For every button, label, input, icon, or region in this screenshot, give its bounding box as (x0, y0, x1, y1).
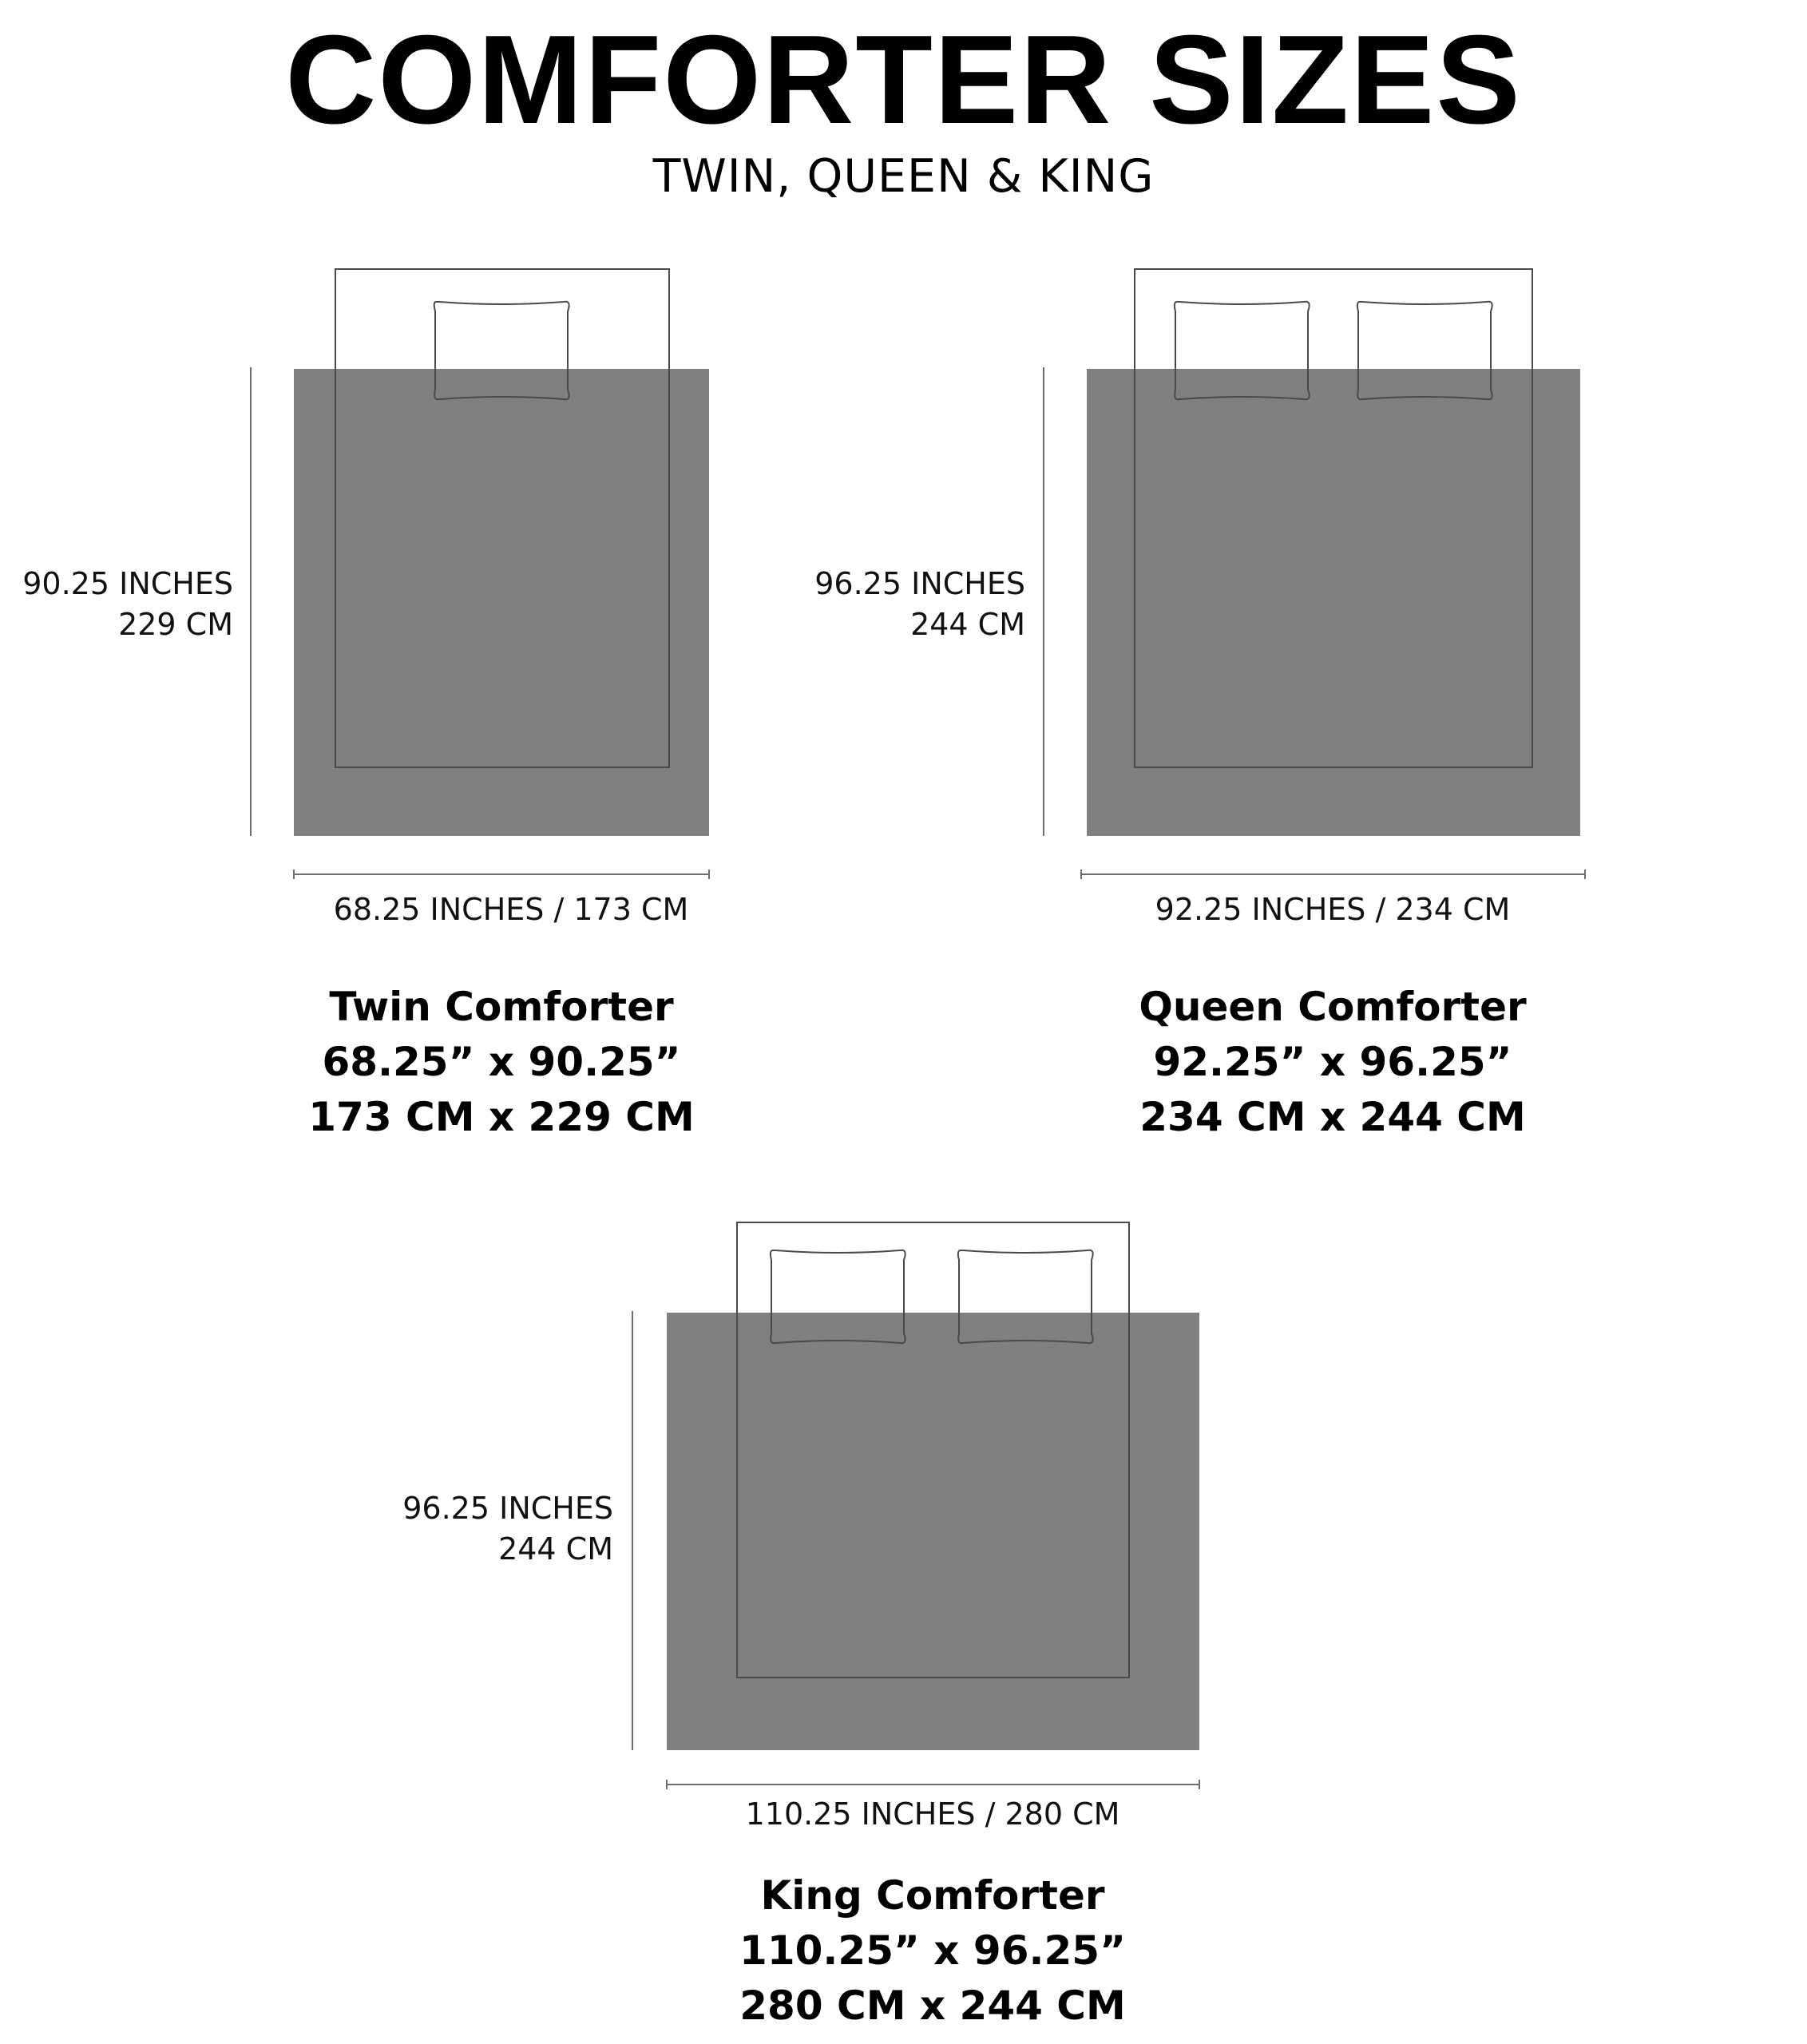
queen-width-label: 92.25 INCHES / 234 CM (1155, 892, 1511, 927)
king-width-label: 110.25 INCHES / 280 CM (745, 1796, 1120, 1832)
queen-caption (973, 980, 1692, 1145)
king-diagram (402, 1222, 1199, 1832)
queen-height-inches: 96.25 INCHES (814, 566, 1025, 601)
twin-comforter-rect (294, 369, 709, 836)
twin-caption-cm: 173 CM x 229 CM (308, 1094, 695, 1140)
queen-comforter-rect (1087, 369, 1580, 836)
twin-caption (142, 980, 861, 1145)
king-caption-inches: 110.25” x 96.25” (739, 1927, 1126, 1974)
page-title: COMFORTER SIZES (285, 10, 1522, 150)
queen-caption-cm: 234 CM x 244 CM (1139, 1094, 1526, 1140)
twin-height-inches: 90.25 INCHES (22, 566, 233, 601)
queen-diagram (814, 269, 1585, 927)
king-caption-cm: 280 CM x 244 CM (739, 1983, 1126, 2029)
king-caption-name: King Comforter (760, 1872, 1105, 1919)
page-subtitle: TWIN, QUEEN & KING (652, 150, 1155, 203)
king-height-inches: 96.25 INCHES (402, 1491, 613, 1526)
twin-height-cm: 229 CM (118, 607, 233, 642)
king-caption (573, 1868, 1292, 2034)
queen-height-cm: 244 CM (910, 607, 1025, 642)
twin-width-label: 68.25 INCHES / 173 CM (333, 892, 689, 927)
twin-diagram (22, 269, 709, 927)
king-height-cm: 244 CM (498, 1531, 613, 1567)
twin-caption-name: Twin Comforter (329, 984, 674, 1030)
queen-caption-name: Queen Comforter (1139, 984, 1527, 1030)
twin-caption-inches: 68.25” x 90.25” (322, 1039, 681, 1085)
queen-caption-inches: 92.25” x 96.25” (1153, 1039, 1512, 1085)
king-comforter-rect (667, 1313, 1199, 1750)
